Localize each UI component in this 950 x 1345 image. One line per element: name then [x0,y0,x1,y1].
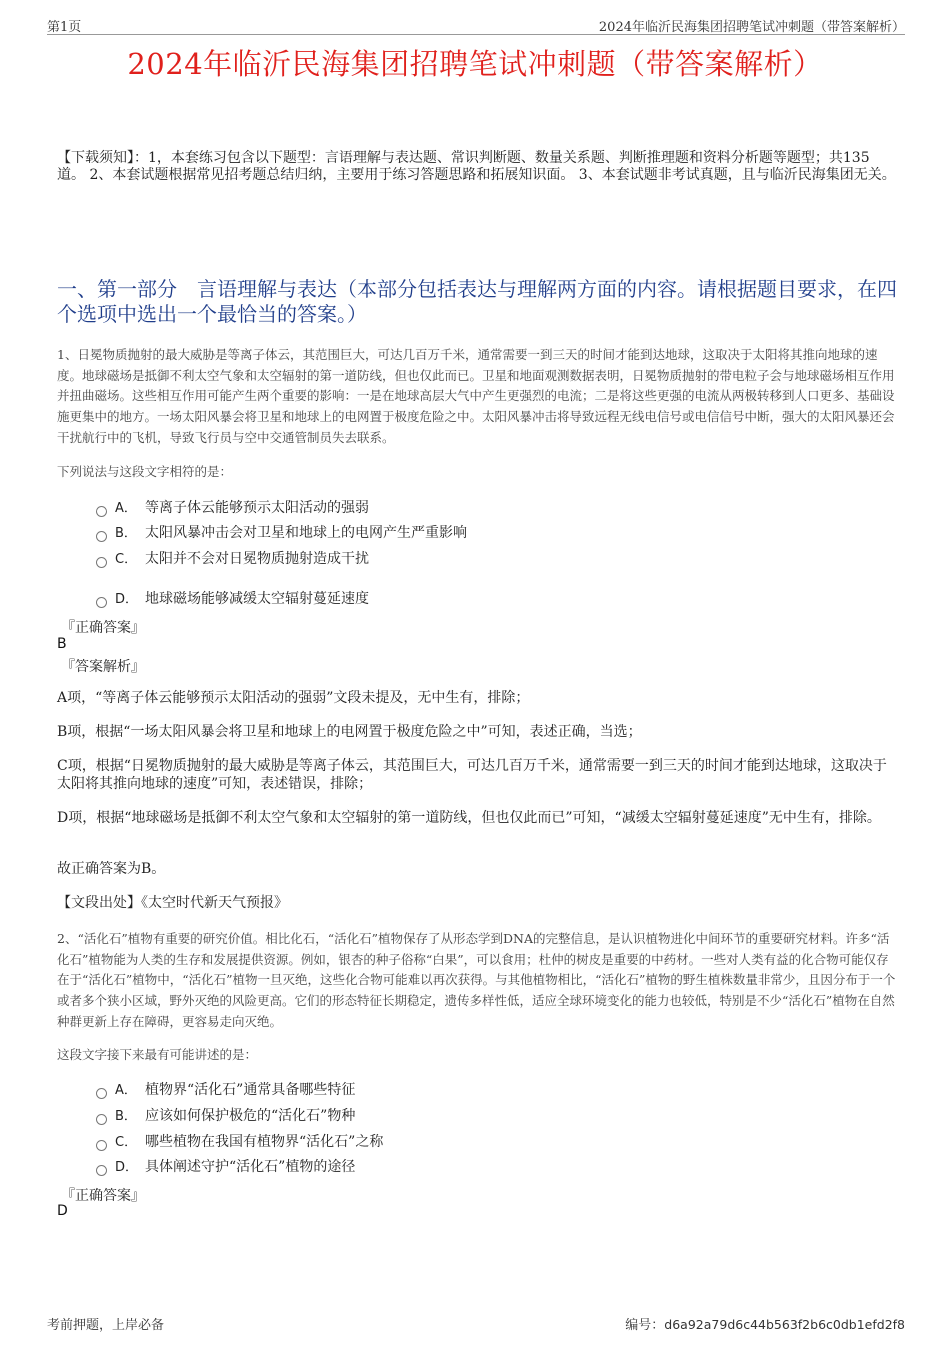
option-text: 植物界“活化石”通常具备哪些特征 [145,1082,356,1098]
q1-option-a[interactable] [96,497,369,517]
option-key: B． [115,1109,137,1124]
q2-answer: D [57,1203,68,1219]
q2-option-d[interactable] [96,1156,355,1176]
radio-icon[interactable] [96,1140,107,1151]
q2-question: 这段文字接下来最有可能讲述的是： [57,1047,258,1062]
q1-answer: B [57,636,67,652]
radio-icon[interactable] [96,1114,107,1125]
option-text: 等离子体云能够预示太阳活动的强弱 [145,500,369,516]
option-text: 地球磁场能够减缓太空辐射蔓延速度 [145,591,369,607]
q2-option-c[interactable] [96,1131,383,1151]
page-number: 第1页 [47,20,82,35]
q1-question: 下列说法与这段文字相符的是： [57,464,233,479]
option-text: 哪些植物在我国有植物界“活化石”之称 [145,1134,384,1150]
q2-option-b[interactable] [96,1105,355,1125]
option-key: A． [115,1083,137,1098]
q1-answer-label: 『正确答案』 [61,620,145,636]
option-key: C． [115,552,138,567]
option-key: B． [115,526,137,541]
q1-analysis-c: C项，根据“日冕物质抛射的最大威胁是等离子体云，其范围巨大，可达几百万千米，通常需要一到三天的时间才能到达地球，这取决于太阳将其推向地球的速度”可知，表述错误，排除； [57,758,887,792]
q1-analysis-b: B项，根据“一场太阳风暴会将卫星和地球上的电网置于极度危险之中”可知，表述正确，当选； [57,724,642,740]
option-text: 太阳风暴冲击会对卫星和地球上的电网产生严重影响 [145,525,467,541]
footer-code [625,1314,905,1333]
header-doc-title: 2024年临沂民海集团招聘笔试冲刺题（带答案解析） [598,20,905,35]
q1-option-c[interactable] [96,548,369,568]
radio-icon[interactable] [96,557,107,568]
q2-answer-label: 『正确答案』 [61,1188,145,1204]
q1-analysis-a: A项，“等离子体云能够预示太阳活动的强弱”文段未提及，无中生有，排除； [57,690,530,706]
radio-icon[interactable] [96,1165,107,1176]
q1-source: 【文段出处】《太空时代新天气预报》 [57,895,288,911]
page-title: 2024年临沂民海集团招聘笔试冲刺题（带答案解析） [127,47,823,81]
option-text: 具体阐述守护“活化石”植物的途径 [145,1159,356,1175]
option-key: C． [115,1135,138,1150]
q1-conclusion: 故正确答案为B。 [57,861,166,877]
footer-code-label: 编号： [625,1318,665,1333]
q2-option-a[interactable] [96,1079,355,1099]
section-heading: 一、第一部分 言语理解与表达（本部分包括表达与理解两方面的内容。请根据题目要求，在四个选项中选出一个最恰当的答案。） [57,277,897,326]
page-header [47,14,905,35]
option-text: 应该如何保护极危的“活化石”物种 [145,1108,356,1124]
option-text: 太阳并不会对日冕物质抛射造成干扰 [145,551,369,567]
option-key: D． [115,592,139,607]
radio-icon[interactable] [96,531,107,542]
q1-option-d[interactable] [96,588,369,608]
q1-option-b[interactable] [96,522,467,542]
q1-passage: 1、日冕物质抛射的最大威胁是等离子体云，其范围巨大，可达几百万千米，通常需要一到三天的时间才能到达地球，这取决于太阳将其推向地球的速度。地球磁场是抵御不利太空气象和太空辐射的第一道防线，但也仅此而已。卫星和地面观测数据表明，日冕物质抛射的带电粒子会与地球磁场相互作用并扭曲磁场。这些相互作用可能产生两个重要的影响：一是在地球高层大气中产生更强烈的电流；二是将这些更强的电流从两极转移到人口更多、基础设施更集中的地方。一场太阳风暴会将卫星和地球上的电网置于极度危险之中。太阳风暴冲击将导致远程无线电信号或电信信号中断，强大的太阳风暴还会干扰航行中的飞机，导致飞行员与空中交通管制员失去联系。 [57,347,895,445]
option-key: D． [115,1160,139,1175]
footer-code-value: d6a92a79d6c44b563f2b6c0db1efd2f8 [664,1317,905,1332]
radio-icon[interactable] [96,1088,107,1099]
q1-analysis-label: 『答案解析』 [61,659,145,675]
radio-icon[interactable] [96,506,107,517]
radio-icon[interactable] [96,597,107,608]
q2-passage: 2、“活化石”植物有重要的研究价值。相比化石，“活化石”植物保存了从形态学到DNA的完整信息，是认识植物进化中间环节的重要研究材料。许多“活化石”植物能为人类的生存和发展提供资源。例如，银杏的种子俗称“白果”，可以食用；杜仲的树皮是重要的中药材。一些对人类有益的化合物可能仅存在于“活化石”植物中，“活化石”植物一旦灭绝，这些化合物可能难以再次获得。与其他植物相比，“活化石”植物的野生植株数量非常少，且因分布于一个或者多个狭小区域，野外灭绝的风险更高。它们的形态特征长期稳定，遗传多样性低，适应全球环境变化的能力也较低，特别是不少“活化石”植物在自然种群更新上存在障碍，更容易走向灭绝。 [57,931,896,1029]
footer-slogan: 考前押题，上岸必备 [47,1318,165,1333]
download-notice: 【下载须知】：1，本套练习包含以下题型：言语理解与表达题、常识判断题、数量关系题、判断推理题和资料分析题等题型；共135道。 2、本套试题根据常见招考题总结归纳，主要用于练习答题思路和拓展知识面。 3、本套试题非考试真题，且与临沂民海集团无关。 [57,150,896,183]
q1-analysis-d: D项，根据“地球磁场是抵御不利太空气象和太空辐射的第一道防线，但也仅此而已”可知，“减缓太空辐射蔓延速度”无中生有，排除。 [57,810,881,826]
option-key: A． [115,501,137,516]
